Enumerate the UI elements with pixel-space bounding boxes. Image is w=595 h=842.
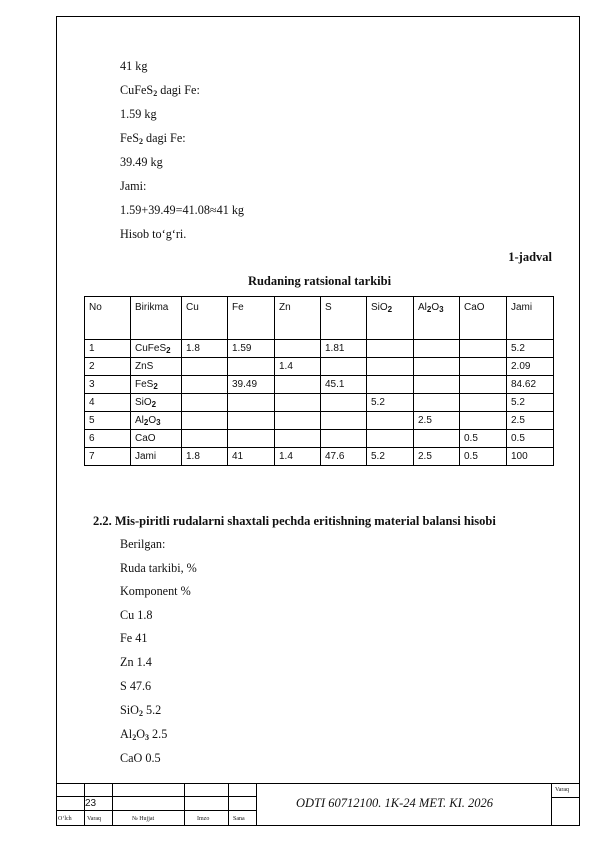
table-cell: [367, 448, 414, 466]
text: SiO: [371, 302, 388, 313]
text: Al: [135, 415, 144, 426]
table-cell: [321, 358, 367, 376]
text-line: [120, 703, 161, 717]
document-code: ODTI 60712100. 1K-24 MET. KI. 2026: [296, 796, 493, 810]
text-line: [120, 155, 163, 169]
text: Komponent %: [120, 584, 191, 598]
table-cell: [131, 448, 182, 466]
text: CaO: [135, 433, 156, 444]
table-cell: [460, 412, 507, 430]
text: 5.2: [371, 451, 385, 462]
table-cell: [228, 448, 275, 466]
table-row: [85, 430, 554, 448]
subscript: 2: [143, 418, 149, 427]
text: S 47.6: [120, 679, 152, 693]
table-header-cell: [367, 297, 414, 340]
text: 2.5: [418, 451, 432, 462]
table-header-cell: [228, 297, 275, 340]
text: dagi Fe:: [157, 83, 200, 97]
text: 2.5: [149, 727, 168, 741]
table-cell: [507, 412, 554, 430]
subscript: 2: [426, 305, 432, 314]
table-cell: [131, 394, 182, 412]
title-block: [56, 783, 580, 826]
table-cell: [228, 430, 275, 448]
text: 5.2: [511, 343, 525, 354]
divider: [551, 783, 552, 826]
table-cell: [85, 376, 131, 394]
table-header-cell: [507, 297, 554, 340]
subscript: 2: [138, 709, 143, 718]
stamp-label-sana: Sana: [233, 816, 245, 822]
table-cell: [507, 340, 554, 358]
table-cell: [182, 394, 228, 412]
divider: [184, 783, 185, 826]
text: 2: [89, 361, 95, 372]
table-cell: [321, 340, 367, 358]
text: 4: [89, 397, 95, 408]
text-line: [120, 679, 151, 693]
table-header-cell: [321, 297, 367, 340]
stamp-label-olch: O‘lch: [58, 816, 72, 822]
text: 41 kg: [120, 59, 148, 73]
table-cell: [507, 448, 554, 466]
table-cell: [414, 448, 460, 466]
text: 1.8: [186, 343, 200, 354]
divider: [56, 796, 256, 797]
subscript: 3: [439, 305, 444, 314]
text-line: [120, 727, 167, 741]
text: O: [136, 727, 145, 741]
table-header-cell: [182, 297, 228, 340]
text: O: [148, 415, 157, 426]
table-cell: [275, 394, 321, 412]
text: 1.59: [232, 343, 252, 354]
table-cell: [321, 430, 367, 448]
table-cell: [275, 358, 321, 376]
text: Fe: [232, 302, 244, 313]
table-cell: [275, 340, 321, 358]
table-cell: [321, 394, 367, 412]
table-header-cell: [131, 297, 182, 340]
stamp-label-hujjat: № Hujjat: [132, 816, 155, 822]
table-cell: [414, 430, 460, 448]
text: Zn: [279, 302, 291, 313]
text: 6: [89, 433, 95, 444]
stamp-label-imzo: Imzo: [197, 816, 210, 822]
divider: [228, 783, 229, 826]
divider: [551, 797, 580, 798]
text: Ruda tarkibi, %: [120, 561, 197, 575]
stamp-label-sheet: Varaq: [555, 787, 569, 793]
text: 5.2: [511, 397, 525, 408]
page-number: 23: [85, 798, 97, 809]
text: 1: [89, 343, 95, 354]
text: O: [431, 302, 440, 313]
table-caption: Rudaning ratsional tarkibi: [247, 274, 392, 288]
text: SiO: [135, 397, 152, 408]
text: 0.5: [464, 433, 478, 444]
ratsional-table: [84, 296, 554, 466]
table-cell: [131, 412, 182, 430]
table-cell: [131, 430, 182, 448]
text: 1.81: [325, 343, 345, 354]
text: 39.49 kg: [120, 155, 163, 169]
table-cell: [367, 430, 414, 448]
text: Jami: [511, 302, 533, 313]
table-cell: [182, 412, 228, 430]
text: 2.5: [418, 415, 432, 426]
text: 5: [89, 415, 95, 426]
text: 0.5: [511, 433, 525, 444]
text: CaO 0.5: [120, 751, 161, 765]
text: Fe 41: [120, 631, 148, 645]
table-cell: [460, 394, 507, 412]
text-line: [120, 83, 200, 97]
subscript: 2: [153, 89, 158, 98]
subscript: 2: [151, 400, 157, 409]
table-cell: [367, 376, 414, 394]
table-cell: [228, 412, 275, 430]
subscript: 2: [138, 137, 143, 146]
text: CuFeS: [135, 343, 167, 354]
text: 2.09: [511, 361, 531, 372]
table-row: [85, 394, 554, 412]
table-cell: [414, 376, 460, 394]
table-cell: [507, 376, 554, 394]
text: 47.6: [325, 451, 345, 462]
table-cell: [275, 412, 321, 430]
text: 41: [232, 451, 244, 462]
table-cell: [131, 340, 182, 358]
text: FeS: [135, 379, 154, 390]
text-line: [120, 227, 186, 241]
text-line: [120, 131, 186, 145]
table-cell: [460, 448, 507, 466]
text: S: [325, 302, 332, 313]
text: Jami:: [120, 179, 147, 193]
table-row: [85, 376, 554, 394]
table-cell: [131, 358, 182, 376]
table-cell: [414, 394, 460, 412]
text: Jami: [135, 451, 157, 462]
text: 1.59 kg: [120, 107, 157, 121]
table-cell: [460, 376, 507, 394]
table-row: [85, 340, 554, 358]
text-line: [120, 608, 153, 622]
table-cell: [321, 376, 367, 394]
table-header-cell: [414, 297, 460, 340]
table-cell: [414, 358, 460, 376]
table-cell: [228, 394, 275, 412]
table-cell: [507, 430, 554, 448]
text: Berilgan:: [120, 537, 166, 551]
table-label: 1-jadval: [508, 250, 552, 264]
text: 100: [511, 451, 528, 462]
table-cell: [460, 340, 507, 358]
table-cell: [228, 358, 275, 376]
text: 84.62: [511, 379, 537, 390]
table-cell: [85, 448, 131, 466]
table-cell: [507, 394, 554, 412]
text: Al: [120, 727, 133, 741]
table-cell: [507, 358, 554, 376]
table-cell: [85, 358, 131, 376]
text: dagi Fe:: [142, 131, 186, 145]
table-cell: [367, 340, 414, 358]
text: CuFeS: [120, 83, 154, 97]
text: CaO: [464, 302, 485, 313]
table-cell: [367, 394, 414, 412]
table-cell: [85, 394, 131, 412]
text: Cu 1.8: [120, 608, 153, 622]
text: SiO: [120, 703, 139, 717]
table-cell: [85, 412, 131, 430]
subscript: 2: [153, 382, 158, 391]
table-cell: [275, 430, 321, 448]
text-line: [120, 631, 147, 645]
text: 5.2: [371, 397, 385, 408]
text-line: [120, 59, 147, 73]
table-cell: [367, 358, 414, 376]
text: 1.4: [279, 361, 293, 372]
text: 7: [89, 451, 95, 462]
subscript: 3: [156, 418, 161, 427]
text-line: [120, 751, 161, 765]
text: 1.59+39.49=41.08≈41 kg: [120, 203, 245, 217]
text-line: [120, 561, 197, 575]
text: 3: [89, 379, 95, 390]
table-cell: [182, 340, 228, 358]
table-row: [85, 358, 554, 376]
table-cell: [414, 412, 460, 430]
text: Cu: [186, 302, 199, 313]
table-cell: [321, 412, 367, 430]
text-line: [120, 537, 165, 551]
divider: [56, 783, 580, 784]
text-line: [120, 107, 157, 121]
text: 45.1: [325, 379, 345, 390]
table-cell: [275, 376, 321, 394]
table-header-row: [85, 297, 554, 340]
table-cell: [228, 376, 275, 394]
text-line: [120, 655, 152, 669]
text: 5.2: [142, 703, 162, 717]
text: No: [89, 302, 102, 313]
table-cell: [182, 448, 228, 466]
divider: [56, 810, 256, 811]
subscript: 2: [166, 346, 171, 355]
table-cell: [182, 358, 228, 376]
section-title: 2.2. Mis-piritli rudalarni shaxtali pechda eritishning material balansi hisobi: [93, 514, 496, 528]
table-header-cell: [275, 297, 321, 340]
table-cell: [460, 430, 507, 448]
subscript: 2: [132, 733, 137, 742]
subscript: 2: [387, 305, 393, 314]
table-cell: [182, 430, 228, 448]
text: Hisob to‘g‘ri.: [120, 227, 187, 241]
table-cell: [228, 340, 275, 358]
table-cell: [275, 448, 321, 466]
text: 39.49: [232, 379, 258, 390]
stamp-label-varaq: Varaq: [87, 816, 101, 822]
table-cell: [182, 376, 228, 394]
text: Birikma: [135, 302, 169, 313]
text: 1.8: [186, 451, 200, 462]
table-cell: [367, 412, 414, 430]
table-cell: [321, 448, 367, 466]
table-cell: [85, 430, 131, 448]
table-row: [85, 448, 554, 466]
table-row: [85, 412, 554, 430]
table-cell: [414, 340, 460, 358]
text: FeS: [120, 131, 139, 145]
text-line: [120, 179, 146, 193]
text: 0.5: [464, 451, 478, 462]
table-header-cell: [85, 297, 131, 340]
divider: [112, 783, 113, 826]
text: Al: [418, 302, 427, 313]
table-header-cell: [460, 297, 507, 340]
text-line: [120, 584, 191, 598]
text: ZnS: [135, 361, 154, 372]
table-cell: [131, 376, 182, 394]
text-line: [120, 203, 244, 217]
divider: [256, 783, 257, 826]
table-cell: [460, 358, 507, 376]
text: 2.5: [511, 415, 525, 426]
table-cell: [85, 340, 131, 358]
text: 1.4: [279, 451, 293, 462]
subscript: 3: [145, 733, 149, 742]
text: Zn 1.4: [120, 655, 152, 669]
